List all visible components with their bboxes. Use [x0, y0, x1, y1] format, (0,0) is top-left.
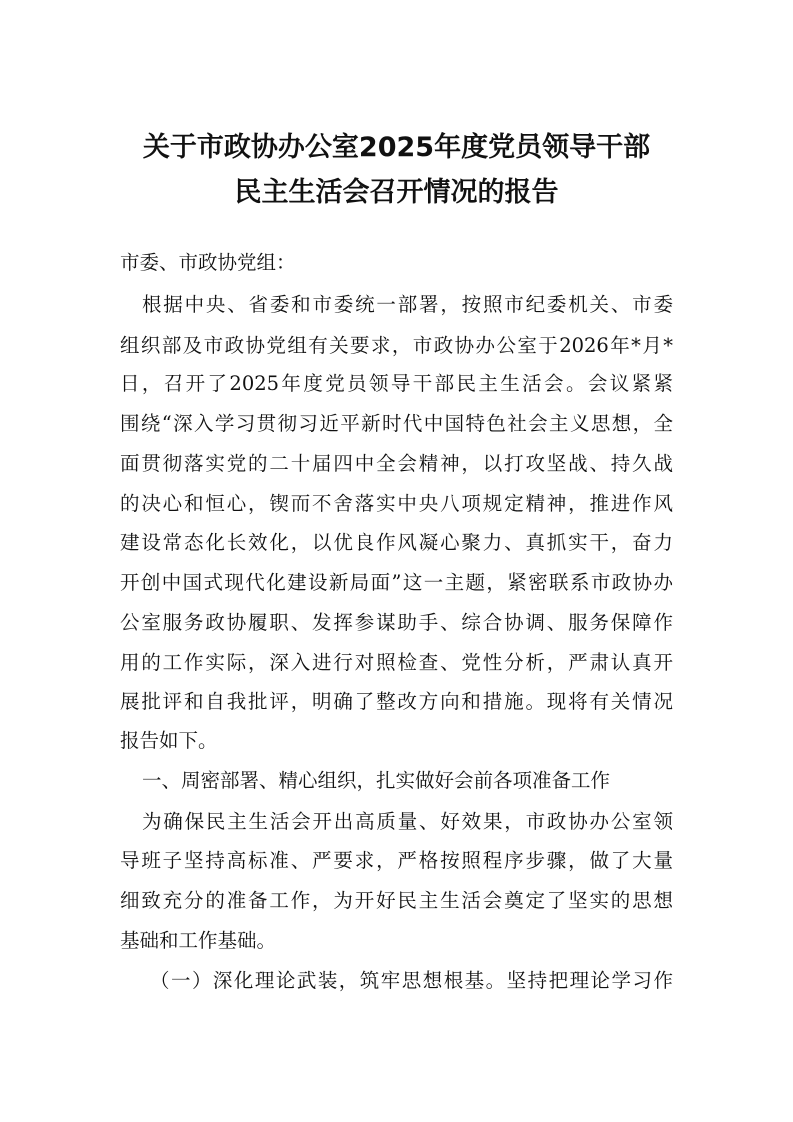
salutation: 市委、市政协党组：	[120, 251, 296, 274]
section-heading: 一、周密部署、精心组织，扎实做好会前各项准备工作	[142, 769, 611, 792]
paragraph-line: 日，召开了2025年度党员领导干部民主生活会。会议紧紧	[120, 372, 673, 395]
paragraph-line: 展批评和自我批评，明确了整改方向和措施。现将有关情况	[120, 690, 673, 713]
paragraph-line: 组织部及市政协党组有关要求，市政协办公室于2026年*月*	[120, 334, 673, 357]
paragraph-line: 为确保民主生活会开出高质量、好效果，市政协办公室领	[142, 810, 673, 833]
paragraph-line: 用的工作实际，深入进行对照检查、党性分析，严肃认真开	[120, 651, 673, 674]
paragraph-line: 基础和工作基础。	[120, 929, 277, 952]
paragraph-line: 公室服务政协履职、发挥参谋助手、综合协调、服务保障作	[120, 611, 673, 634]
document-title-line-2: 民主生活会召开情况的报告	[234, 177, 559, 208]
paragraph-line: 面贯彻落实党的二十届四中全会精神，以打攻坚战、持久战	[120, 452, 673, 475]
paragraph-line: 根据中央、省委和市委统一部署，按照市纪委机关、市委	[142, 293, 673, 316]
paragraph-line: 细致充分的准备工作，为开好民主生活会奠定了坚实的思想	[120, 889, 673, 912]
paragraph-line: 围绕“深入学习贯彻习近平新时代中国特色社会主义思想，全	[120, 412, 673, 435]
paragraph-line: 建设常态化长效化，以优良作风凝心聚力、真抓实干，奋力	[120, 531, 673, 554]
paragraph-line: 开创中国式现代化建设新局面”这一主题，紧密联系市政协办	[120, 571, 673, 594]
paragraph-line: 报告如下。	[120, 729, 218, 752]
document-title-line-1: 关于市政协办公室2025年度党员领导干部	[142, 132, 651, 163]
paragraph-line: （一）深化理论武装，筑牢思想根基。坚持把理论学习作	[150, 969, 673, 992]
paragraph-line: 导班子坚持高标准、严要求，严格按照程序步骤，做了大量	[120, 849, 673, 872]
paragraph-line: 的决心和恒心，锲而不舍落实中央八项规定精神，推进作风	[120, 492, 673, 515]
